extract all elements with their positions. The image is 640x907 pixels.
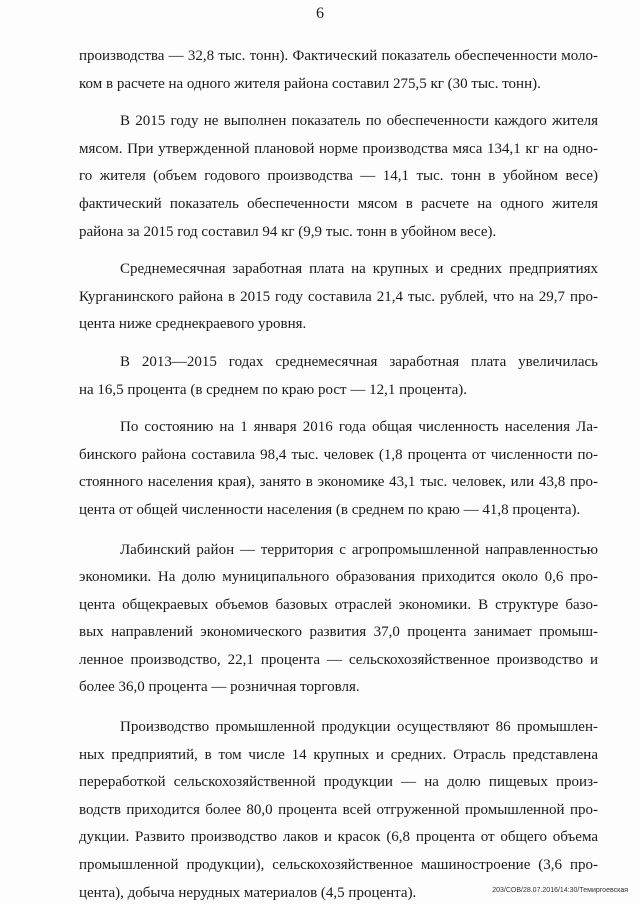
text-line: района за 2015 год составил 94 кг (9,9 тыс. тонн в убойном весе). bbox=[79, 223, 497, 240]
text-line: Курганинского района в 2015 году составила 21,4 тыс. рублей, что на 29,7 про- bbox=[79, 288, 598, 305]
text-line: По состоянию на 1 января 2016 года общая численность населения Ла- bbox=[120, 419, 598, 436]
text-line: экономики. На долю муниципального образования приходится около 0,6 про- bbox=[79, 569, 598, 586]
footer-stamp: 203/COB/28.07.2016/14:30/Темиргоевская bbox=[492, 887, 628, 894]
text-line: промышленной продукции), сельскохозяйственное машиностроение (3,6 про- bbox=[79, 857, 598, 874]
text-line: мясом. При утвержденной плановой норме производства мяса 134,1 кг на одно- bbox=[79, 140, 598, 157]
text-line: производства — 32,8 тыс. тонн). Фактический показатель обеспеченности моло- bbox=[79, 48, 598, 64]
text-line: бинского района составила 98,4 тыс. человек (1,8 процента от численности по- bbox=[79, 446, 598, 463]
paragraph-5 bbox=[79, 414, 598, 524]
text-line: В 2015 году не выполнен показатель по обеспеченности каждого жителя bbox=[120, 113, 598, 130]
text-line: цента ниже среднекраевого уровня. bbox=[79, 316, 307, 333]
text-line: стоянного населения края), занято в экономике 43,1 тыс. человек, или 43,8 про- bbox=[79, 474, 598, 491]
paragraph-4 bbox=[79, 349, 598, 404]
document-body bbox=[79, 43, 598, 907]
text-line: цента от общей численности населения (в среднем по краю — 41,8 процента). bbox=[79, 501, 581, 518]
page-number: 6 bbox=[316, 5, 324, 22]
text-line: водств приходится более 80,0 процента всей отгруженной промышленной про- bbox=[79, 801, 598, 818]
text-line: переработкой сельскохозяйственной продукции — на долю пищевых произ- bbox=[79, 774, 598, 791]
text-line: Лабинский район — территория с агропромышленной направленностью bbox=[120, 541, 598, 558]
text-line: фактический показатель обеспеченности мясом в расчете на одного жителя bbox=[79, 195, 598, 212]
text-line: дукции. Развито производство лаков и красок (6,8 процента от общего объема bbox=[79, 829, 598, 846]
text-line: на 16,5 процента (в среднем по краю рост — 12,1 процента). bbox=[79, 381, 467, 398]
paragraph-1 bbox=[79, 43, 598, 98]
paragraph-6 bbox=[79, 537, 598, 703]
paragraph-7 bbox=[79, 714, 598, 907]
text-line: цента общекраевых объемов базовых отраслей экономики. В структуре базо- bbox=[79, 596, 598, 613]
paragraph-3 bbox=[79, 256, 598, 339]
text-line: вых направлений экономического развития 37,0 процента занимает промыш- bbox=[79, 624, 598, 641]
text-line: Производство промышленной продукции осуществляют 86 промышлен- bbox=[120, 719, 598, 736]
text-line: ком в расчете на одного жителя района составил 275,5 кг (30 тыс. тонн). bbox=[79, 75, 541, 92]
text-line: более 36,0 процента — розничная торговля. bbox=[79, 679, 360, 696]
text-line: го жителя (объем годового производства — 14,1 тыс. тонн в убойном весе) bbox=[79, 168, 598, 185]
paragraph-2 bbox=[79, 108, 598, 246]
text-line: Среднемесячная заработная плата на крупных и средних предприятиях bbox=[120, 261, 598, 278]
text-line: ных предприятий, в том числе 14 крупных и средних. Отрасль представлена bbox=[79, 746, 598, 763]
text-line: цента), добыча нерудных материалов (4,5 процента). bbox=[79, 884, 417, 901]
text-line: В 2013—2015 годах среднемесячная заработная плата увеличилась bbox=[120, 353, 598, 370]
text-line: ленное производство, 22,1 процента — сельскохозяйственное производство и bbox=[79, 651, 598, 668]
